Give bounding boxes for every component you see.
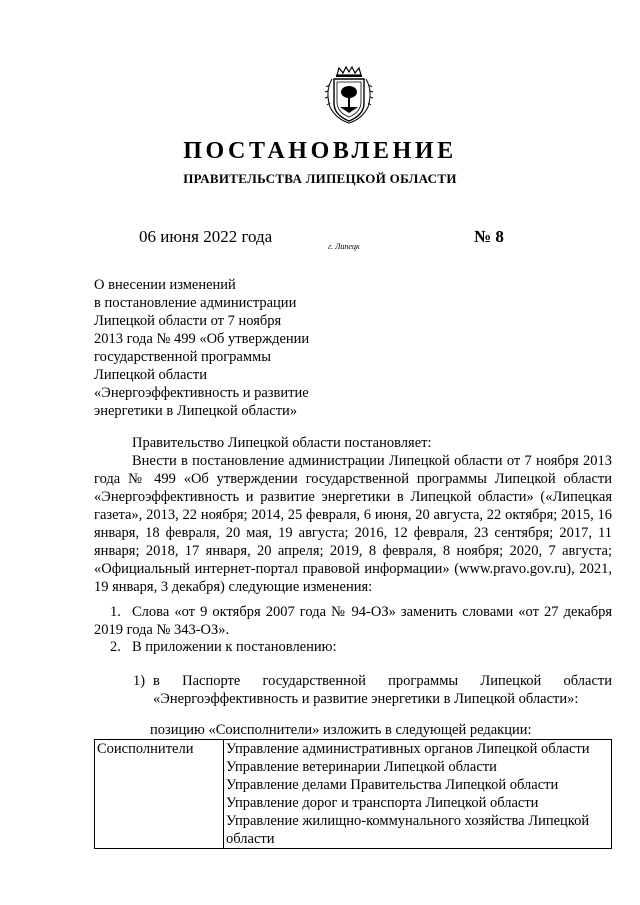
main-paragraph: Внести в постановление администрации Липецкой области от 7 ноября 2013 года № 499 «Об утверждении государственной программы Липецкой области «Энергоэффективность и развитие энергетики в Липецкой области» («Липецкая газета», 2013, 22 ноября; 2014, 25 февраля, 6 июня, 20 августа, 22 октября; 2015, 16 января, 18 февраля, 20 мая, 19 августа; 2016, 12 февраля, 23 сентября; 2017, 11 января; 2018, 17 января, 20 апреля; 2019, 8 февраля, 8 ноября; 2020, 7 августа; «Официальный интернет-портал правовой информации» (www.pravo.gov.ru), 2021, 19 января, 3 декабря) следующие изменения: <box>94 453 612 595</box>
document-number: № 8 <box>474 227 504 246</box>
document-place: г. Липецк <box>328 242 360 251</box>
co-executors-table <box>94 739 612 849</box>
list-item: Управление ветеринарии Липецкой области <box>226 759 497 775</box>
subject-line: в постановление администрации <box>94 295 297 311</box>
document-title: ПОСТАНОВЛЕНИЕ <box>183 138 457 164</box>
list-item: Управление административных органов Липецкой области <box>226 741 590 757</box>
item-2-text: В приложении к постановлению: <box>132 639 337 655</box>
subitem-1-text: в Паспорте государственной программы Липецкой области «Энергоэффективность и развитие энергетики в Липецкой области»: <box>153 673 612 707</box>
subject-line: Липецкой области <box>94 367 207 383</box>
item-1-text: Слова «от 9 октября 2007 года № 94-ОЗ» заменить словами «от 27 декабря 2019 года № 343-ОЗ». <box>94 604 612 638</box>
document-issuer: ПРАВИТЕЛЬСТВА ЛИПЕЦКОЙ ОБЛАСТИ <box>183 171 457 186</box>
subject-line: О внесении изменений <box>94 277 236 293</box>
document-date: 06 июня 2022 года <box>139 227 273 246</box>
document-subject <box>94 276 364 420</box>
subject-line: государственной программы <box>94 349 271 365</box>
list-item: Управление дорог и транспорта Липецкой области <box>226 795 539 811</box>
coat-of-arms-icon <box>322 65 376 127</box>
subject-line: «Энергоэффективность и развитие <box>94 385 309 401</box>
subject-line: Липецкой области от 7 ноября <box>94 313 282 329</box>
item-1-marker: 1. <box>110 604 121 620</box>
item-2-marker: 2. <box>110 639 121 655</box>
list-item: Управление делами Правительства Липецкой области <box>226 777 559 793</box>
intro-paragraph: Правительство Липецкой области постановляет: <box>132 435 432 451</box>
table-label-cell: Соисполнители <box>95 740 224 849</box>
list-item: Управление жилищно-коммунального хозяйства Липецкой области <box>226 813 590 847</box>
table-row <box>95 740 612 849</box>
subject-line: 2013 года № 499 «Об утверждении <box>94 331 310 347</box>
position-intro: позицию «Соисполнители» изложить в следующей редакции: <box>150 722 532 738</box>
table-value-cell <box>224 740 612 849</box>
subject-line: энергетики в Липецкой области» <box>94 403 298 419</box>
subitem-1-marker: 1) <box>133 673 146 689</box>
